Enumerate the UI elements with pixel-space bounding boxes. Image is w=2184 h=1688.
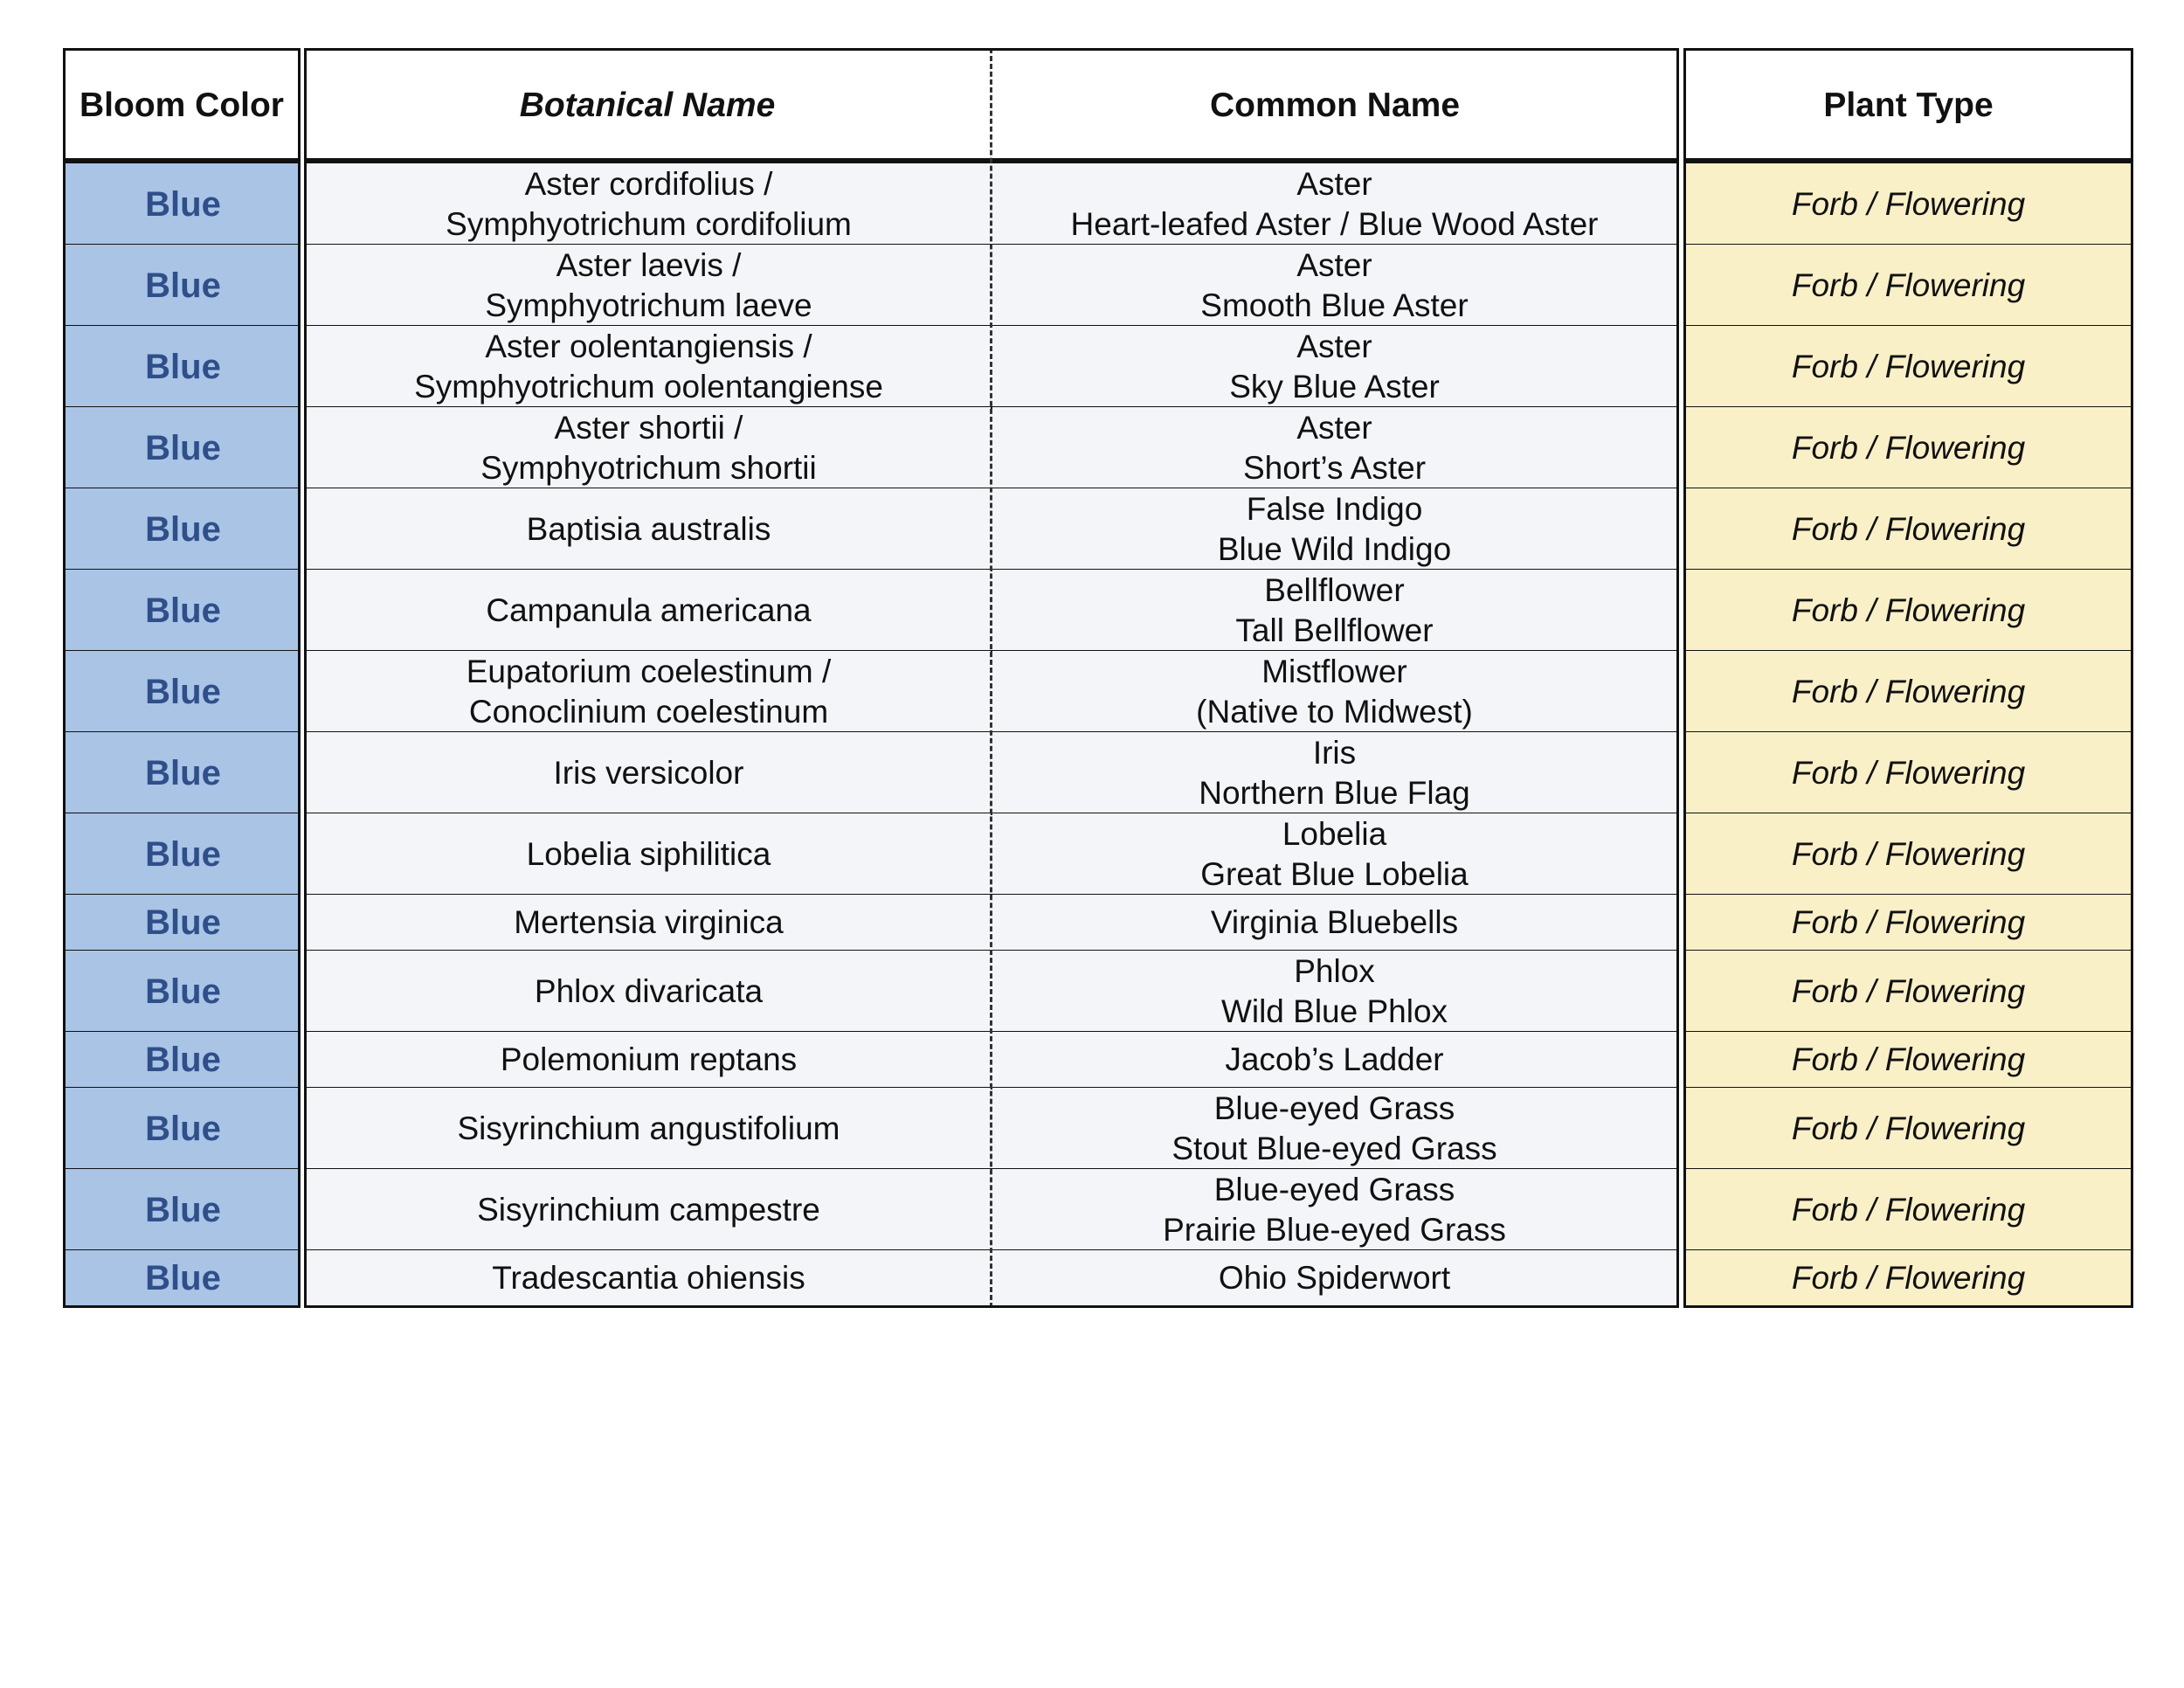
common-name-line: Blue Wild Indigo xyxy=(1217,530,1452,567)
header-common-name: Common Name xyxy=(1209,86,1461,124)
common-name-line: Bellflower xyxy=(1264,571,1405,608)
bloom-color-value: Blue xyxy=(145,266,221,305)
bloom-color-value: Blue xyxy=(145,184,221,224)
plant-type-value: Forb / Flowering xyxy=(1791,972,2026,1009)
common-name-line: Blue-eyed Grass xyxy=(1213,1090,1455,1126)
common-name-line: Ohio Spiderwort xyxy=(1218,1260,1451,1296)
bloom-color-value: Blue xyxy=(145,753,221,792)
botanical-name-line: Aster shortii / xyxy=(554,409,743,446)
plant-type-value: Forb / Flowering xyxy=(1791,1191,2026,1228)
header-plant-type: Plant Type xyxy=(1823,86,1994,124)
bloom-color-value: Blue xyxy=(145,591,221,630)
botanical-name-line: Symphyotrichum laeve xyxy=(485,287,812,323)
botanical-name-line: Baptisia australis xyxy=(526,510,771,547)
plant-type-column-frame xyxy=(1683,48,2133,1308)
bloom-color-value: Blue xyxy=(145,1109,221,1148)
common-name-line: Aster xyxy=(1296,246,1372,283)
plant-type-value: Forb / Flowering xyxy=(1791,835,2026,872)
plant-type-value: Forb / Flowering xyxy=(1791,1110,2026,1146)
botanical-name-line: Aster cordifolius / xyxy=(524,165,773,202)
common-name-line: Lobelia xyxy=(1282,815,1387,852)
bloom-color-value: Blue xyxy=(145,428,221,467)
common-name-line: False Indigo xyxy=(1246,490,1423,527)
plant-type-value: Forb / Flowering xyxy=(1791,673,2026,709)
bloom-color-value: Blue xyxy=(145,1041,221,1079)
common-name-line: Jacob’s Ladder xyxy=(1225,1041,1444,1077)
botanical-name-line: Eupatorium coelestinum / xyxy=(466,653,832,689)
botanical-name-line: Phlox divaricata xyxy=(534,972,764,1009)
botanical-name-line: Symphyotrichum cordifolium xyxy=(446,205,852,242)
plant-type-value: Forb / Flowering xyxy=(1791,754,2026,791)
common-name-line: (Native to Midwest) xyxy=(1196,693,1473,730)
common-name-line: Heart-leafed Aster / Blue Wood Aster xyxy=(1070,205,1599,242)
common-name-line: Iris xyxy=(1312,734,1357,771)
common-name-line: Aster xyxy=(1296,409,1372,446)
bloom-color-value: Blue xyxy=(145,347,221,386)
plant-type-value: Forb / Flowering xyxy=(1791,904,2026,940)
common-name-line: Virginia Bluebells xyxy=(1210,904,1459,940)
bloom-color-value: Blue xyxy=(145,1259,221,1297)
common-name-line: Prairie Blue-eyed Grass xyxy=(1163,1211,1506,1248)
header-bloom-color: Bloom Color xyxy=(79,86,284,124)
plant-type-value: Forb / Flowering xyxy=(1791,348,2026,384)
common-name-line: Short’s Aster xyxy=(1242,449,1427,486)
botanical-name-line: Sisyrinchium campestre xyxy=(477,1191,820,1228)
botanical-name-line: Polemonium reptans xyxy=(500,1041,798,1077)
botanical-name-line: Symphyotrichum oolentangiense xyxy=(414,368,883,405)
bloom-color-value: Blue xyxy=(145,903,221,942)
common-name-line: Aster xyxy=(1296,328,1372,364)
header-botanical-name: Botanical Name xyxy=(519,86,776,124)
common-name-line: Tall Bellflower xyxy=(1235,612,1434,648)
plant-type-value: Forb / Flowering xyxy=(1791,510,2026,547)
plant-type-value: Forb / Flowering xyxy=(1791,266,2026,303)
common-name-line: Stout Blue-eyed Grass xyxy=(1171,1130,1497,1166)
bloom-color-column-frame xyxy=(63,48,301,1308)
common-name-line: Smooth Blue Aster xyxy=(1200,287,1469,323)
names-column-frame xyxy=(304,48,1679,1308)
bloom-color-value: Blue xyxy=(145,834,221,874)
common-name-line: Great Blue Lobelia xyxy=(1200,855,1469,892)
botanical-name-line: Iris versicolor xyxy=(553,754,744,791)
botanical-name-line: Tradescantia ohiensis xyxy=(492,1260,805,1296)
bloom-color-value: Blue xyxy=(145,972,221,1011)
bloom-color-value: Blue xyxy=(145,509,221,549)
botanical-name-line: Lobelia siphilitica xyxy=(526,835,771,872)
botanical-name-line: Sisyrinchium angustifolium xyxy=(457,1110,840,1146)
bloom-color-value: Blue xyxy=(145,672,221,711)
common-name-line: Northern Blue Flag xyxy=(1199,774,1470,811)
botanical-name-line: Conoclinium coelestinum xyxy=(468,693,829,730)
common-name-line: Wild Blue Phlox xyxy=(1220,993,1448,1029)
plant-type-value: Forb / Flowering xyxy=(1791,185,2026,222)
plant-type-value: Forb / Flowering xyxy=(1791,1041,2026,1077)
botanical-name-line: Campanula americana xyxy=(486,591,812,628)
common-name-line: Aster xyxy=(1296,165,1372,202)
botanical-name-line: Aster laevis / xyxy=(556,246,742,283)
botanical-name-line: Symphyotrichum shortii xyxy=(480,449,817,486)
plant-type-value: Forb / Flowering xyxy=(1791,591,2026,628)
botanical-name-line: Mertensia virginica xyxy=(514,904,784,940)
common-name-line: Blue-eyed Grass xyxy=(1213,1171,1455,1207)
common-name-line: Sky Blue Aster xyxy=(1229,368,1440,405)
common-name-line: Mistflower xyxy=(1261,653,1407,689)
botanical-name-line: Aster oolentangiensis / xyxy=(485,328,812,364)
common-name-line: Phlox xyxy=(1294,952,1375,989)
bloom-color-value: Blue xyxy=(145,1190,221,1229)
plant-type-value: Forb / Flowering xyxy=(1791,429,2026,466)
plant-type-value: Forb / Flowering xyxy=(1791,1260,2026,1296)
